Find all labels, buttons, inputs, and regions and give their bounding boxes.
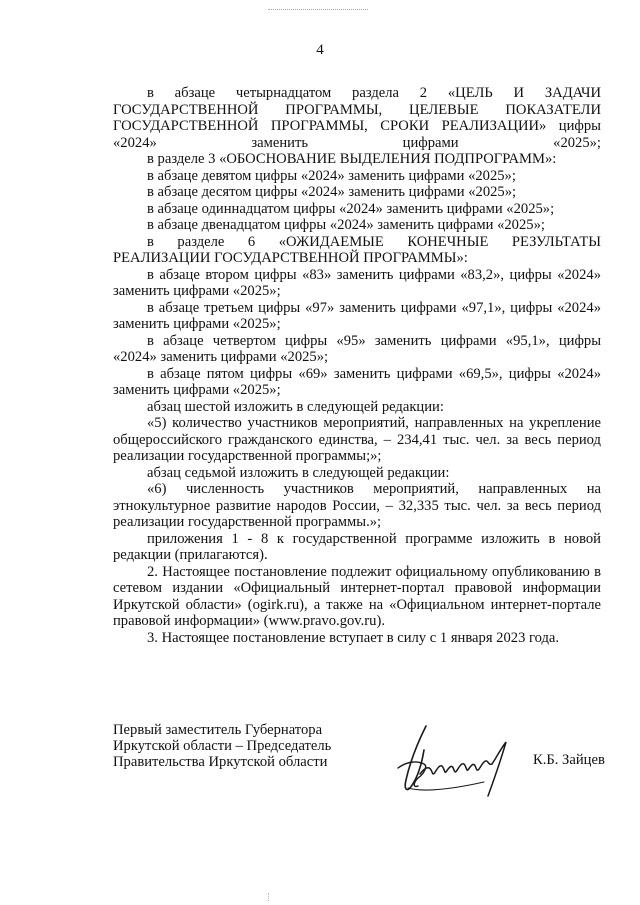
page-number: 4 [316, 42, 324, 58]
page-top-mark [268, 9, 368, 14]
paragraph-abzac-10: в абзаце десятом цифры «2024» заменить цифрами «2025»; [147, 184, 517, 200]
paragraph-point-3: 3. Настоящее постановление вступает в силу с 1 января 2023 года. [147, 629, 560, 646]
paragraph-section-6: в разделе 6 «ОЖИДАЕМЫЕ КОНЕЧНЫЕ РЕЗУЛЬТАТЫ РЕАЛИЗАЦИИ ГОСУДАРСТВЕННОЙ ПРОГРАММЫ»: [113, 233, 601, 266]
paragraph-abzac-12: в абзаце двенадцатом цифры «2024» заменить цифрами «2025»; [147, 217, 545, 233]
signer-position [113, 722, 353, 770]
paragraph-abzac-3: в абзаце третьем цифры «97» заменить цифрами «97,1», цифры «2024» заменить цифрами «2025»; [113, 299, 601, 332]
signer-name: К.Б. Зайцев [533, 752, 605, 768]
paragraph-abzac-7-intro: абзац седьмой изложить в следующей редакции: [147, 464, 450, 481]
paragraph-point-2: 2. Настоящее постановление подлежит официальному опубликованию в сетевом издании «Официальный интернет-портал правовой информации Иркутской области» (ogirk.ru), а также на «Официальном интернет-портале правовой информации» (www.pravo.gov.ru). [113, 563, 601, 629]
document-body [113, 85, 601, 646]
paragraph-abzac-4: в абзаце четвертом цифры «95» заменить цифрами «95,1», цифры «2024» заменить цифрами «2025»; [113, 332, 601, 365]
paragraph-abzac-6-intro: абзац шестой изложить в следующей редакции: [147, 398, 444, 415]
paragraph-section-3: в разделе 3 «ОБОСНОВАНИЕ ВЫДЕЛЕНИЯ ПОДПРОГРАММ»: [147, 151, 557, 167]
paragraph-abzac-9: в абзаце девятом цифры «2024» заменить цифрами «2025»; [147, 167, 516, 184]
handwritten-signature [388, 722, 528, 802]
paragraph-section-2-header: в абзаце четырнадцатом раздела 2 «ЦЕЛЬ И ЗАДАЧИ ГОСУДАРСТВЕННОЙ ПРОГРАММЫ, ЦЕЛЕВЫЕ ПОКАЗАТЕЛИ ГОСУДАРСТВЕННОЙ ПРОГРАММЫ, СРОКИ РЕАЛИЗАЦИИ» цифры «2024» заменить цифрами «2025»; [113, 85, 601, 151]
paragraph-abzac-11: в абзаце одиннадцатом цифры «2024» заменить цифрами «2025»; [147, 200, 555, 217]
signer-position-line: Иркутской области – Председатель [113, 738, 332, 754]
signer-position-line: Правительства Иркутской области [113, 754, 328, 770]
paragraph-appendices: приложения 1 - 8 к государственной программе изложить в новой редакции (прилагаются). [113, 530, 601, 563]
paragraph-abzac-7-text: «6) численность участников мероприятий, направленных на этнокультурное развитие народов России, – 32,335 тыс. чел. за весь период реализации государственной программы.»; [113, 481, 601, 530]
paragraph-abzac-2: в абзаце втором цифры «83» заменить цифрами «83,2», цифры «2024» заменить цифрами «2025»; [113, 266, 601, 299]
paragraph-abzac-6-text: «5) количество участников мероприятий, направленных на укрепление общероссийского гражданского единства, – 234,41 тыс. чел. за весь период реализации государственной программы;»; [113, 415, 601, 464]
signature-block [113, 722, 605, 802]
signer-position-line: Первый заместитель Губернатора [113, 722, 323, 738]
page-bottom-mark [268, 893, 271, 901]
paragraph-abzac-5: в абзаце пятом цифры «69» заменить цифрами «69,5», цифры «2024» заменить цифрами «2025»; [113, 365, 601, 398]
